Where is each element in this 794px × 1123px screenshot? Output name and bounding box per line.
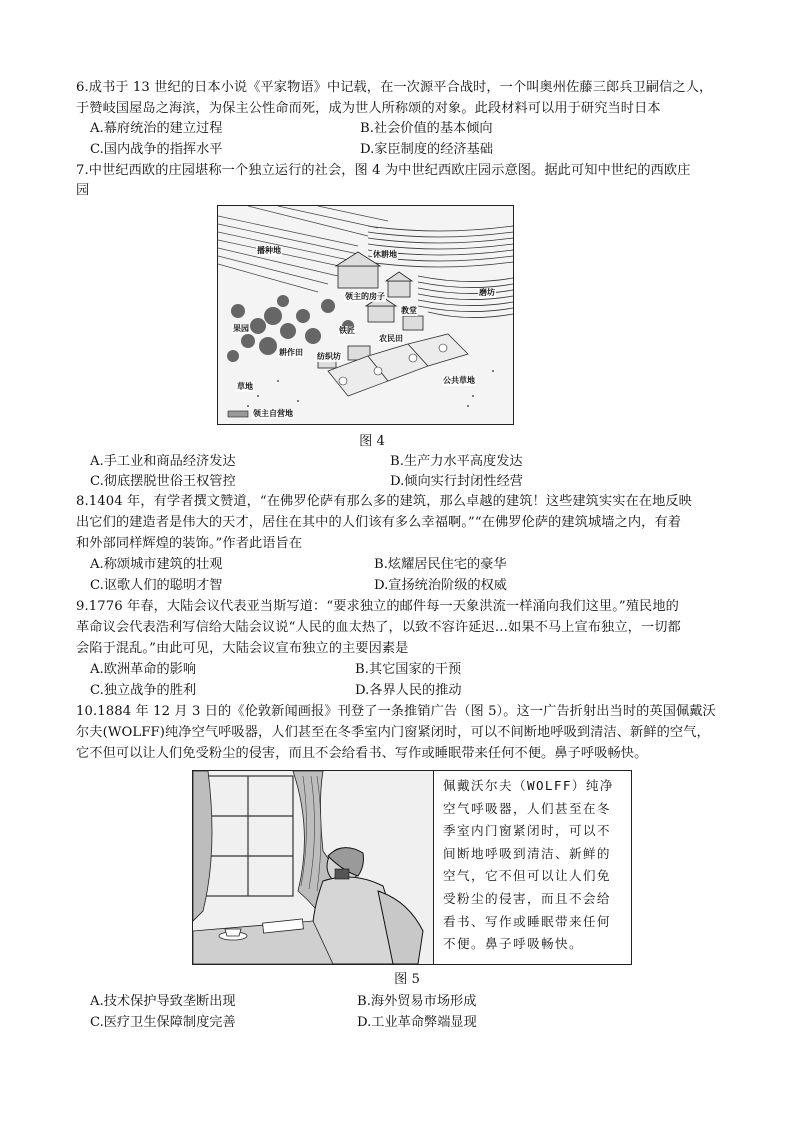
figure-4-caption: 图 4 <box>359 434 385 449</box>
q9-stem-line-1: 9.1776 年春，大陆会议代表亚当斯写道：“要求独立的邮件每一天象洪流一样涌向我们这里。”殖民地的 <box>76 599 679 614</box>
q8-stem-line-3: 和外部同样辉煌的装饰。”作者此语旨在 <box>76 536 303 551</box>
q8-option-b[interactable]: B.炫耀居民住宅的豪华 <box>374 557 507 572</box>
manor-drawing <box>218 206 513 424</box>
q6-option-a[interactable]: A.幕府统治的建立过程 <box>90 121 223 136</box>
fig4-label-sown-field: 播种地 <box>257 246 281 255</box>
figure-4-manor-illustration <box>217 205 514 425</box>
q7-option-d[interactable]: D.倾向实行封闭性经营 <box>390 474 523 489</box>
q9-stem-line-2: 革命议会代表浩利写信给大陆会议说“人民的血太热了，以致不容许延迟…如果不马上宣布独立，一切都 <box>76 620 681 635</box>
q10-option-b[interactable]: B.海外贸易市场形成 <box>357 994 477 1009</box>
q8-option-c[interactable]: C.讴歌人们的聪明才智 <box>90 578 223 593</box>
q8-stem-line-1: 8.1404 年，有学者撰文赞道，“在佛罗伦萨有那么多的建筑，那么卓越的建筑！这些建筑实实在在地反映 <box>76 494 692 509</box>
q7-option-b[interactable]: B.生产力水平高度发达 <box>390 454 523 469</box>
q6-stem-line-2: 于赞岐国屋岛之海滨，为保主公性命而死，成为世人所称颂的对象。此段材料可以用于研究当时日本 <box>76 101 661 116</box>
q10-option-a[interactable]: A.技术保护导致垄断出现 <box>90 994 236 1009</box>
q9-option-d[interactable]: D.各界人民的推动 <box>355 683 462 698</box>
fig4-label-fallow: 休耕地 <box>373 250 397 259</box>
q7-option-c[interactable]: C.彻底摆脱世俗王权管控 <box>90 474 236 489</box>
q10-option-c[interactable]: C.医疗卫生保障制度完善 <box>90 1015 236 1030</box>
fig4-label-weaving: 纺织坊 <box>317 352 341 361</box>
q9-stem-line-3: 会陷于混乱。”由此可见，大陆会议宣布独立的主要因素是 <box>76 641 409 656</box>
q10-stem-line-2: 尔夫(WOLFF)纯净空气呼吸器，人们甚至在冬季室内门窗紧闭时，可以不间断地呼吸到清洁、新鲜的空气， <box>76 725 710 740</box>
figure-5-advertisement <box>192 770 632 965</box>
q6-option-b[interactable]: B.社会价值的基本倾向 <box>360 121 493 136</box>
woman-reading-drawing <box>193 771 433 964</box>
fig4-label-mill: 磨坊 <box>479 288 495 297</box>
q8-stem-line-2: 出它们的建造者是伟大的天才，居住在其中的人们该有多么幸福啊。”“在佛罗伦萨的建筑城墙之内，有着 <box>76 515 682 530</box>
q7-stem-line-2: 园 <box>76 183 90 198</box>
q6-stem-line-1: 6.成书于 13 世纪的日本小说《平家物语》中记载，在一次源平合战时，一个叫奥州佐藤三郎兵卫嗣信之人， <box>76 80 713 95</box>
q10-option-d[interactable]: D.工业革命弊端显现 <box>357 1015 477 1030</box>
q6-option-c[interactable]: C.国内战争的指挥水平 <box>90 142 223 157</box>
q7-option-a[interactable]: A.手工业和商品经济发达 <box>90 454 236 469</box>
q9-option-a[interactable]: A.欧洲革命的影响 <box>90 662 197 677</box>
ad-text: 佩戴沃尔夫（WOLFF）纯净空气呼吸器，人们甚至在冬季室内门窗紧闭时，可以不间断地呼吸到清洁、新鲜的空气，它不但可以让人们免受粉尘的侵害，而且不会给看书、写作或睡眠带来任何不便。鼻子呼吸畅快。 <box>443 778 614 952</box>
fig4-legend-demesne: 领主自营地 <box>253 409 293 418</box>
q9-option-b[interactable]: B.其它国家的干预 <box>355 662 462 677</box>
q10-stem-line-1: 10.1884 年 12 月 3 日的《伦敦新闻画报》刊登了一条推销广告（图 5）。这一广告折射出当时的英国佩戴沃 <box>76 704 716 719</box>
fig4-label-church: 教堂 <box>401 306 417 315</box>
fig4-label-meadow: 草地 <box>237 382 253 391</box>
fig4-label-peasant-field: 农民田 <box>379 334 403 343</box>
q7-stem-line-1: 7.中世纪西欧的庄园堪称一个独立运行的社会，图 4 为中世纪西欧庄园示意图。据此可知中世纪的西欧庄 <box>76 163 691 178</box>
fig4-label-common: 公共草地 <box>443 376 475 385</box>
figure-5-caption: 图 5 <box>394 972 420 987</box>
fig4-label-smith: 铁匠 <box>339 326 355 335</box>
q8-option-a[interactable]: A.称颂城市建筑的壮观 <box>90 557 223 572</box>
fig4-label-lord-house: 领主的房子 <box>345 292 385 301</box>
fig4-label-orchard: 果园 <box>233 324 249 333</box>
q6-option-d[interactable]: D.家臣制度的经济基础 <box>360 142 493 157</box>
q8-option-d[interactable]: D.宣扬统治阶级的权威 <box>374 578 507 593</box>
ad-illustration <box>193 771 434 964</box>
fig4-label-tilled: 耕作田 <box>279 348 303 357</box>
q9-option-c[interactable]: C.独立战争的胜利 <box>90 683 197 698</box>
q10-stem-line-3: 它不但可以让人们免受粉尘的侵害，而且不会给看书、写作或睡眠带来任何不便。鼻子呼吸畅快。 <box>76 746 648 761</box>
